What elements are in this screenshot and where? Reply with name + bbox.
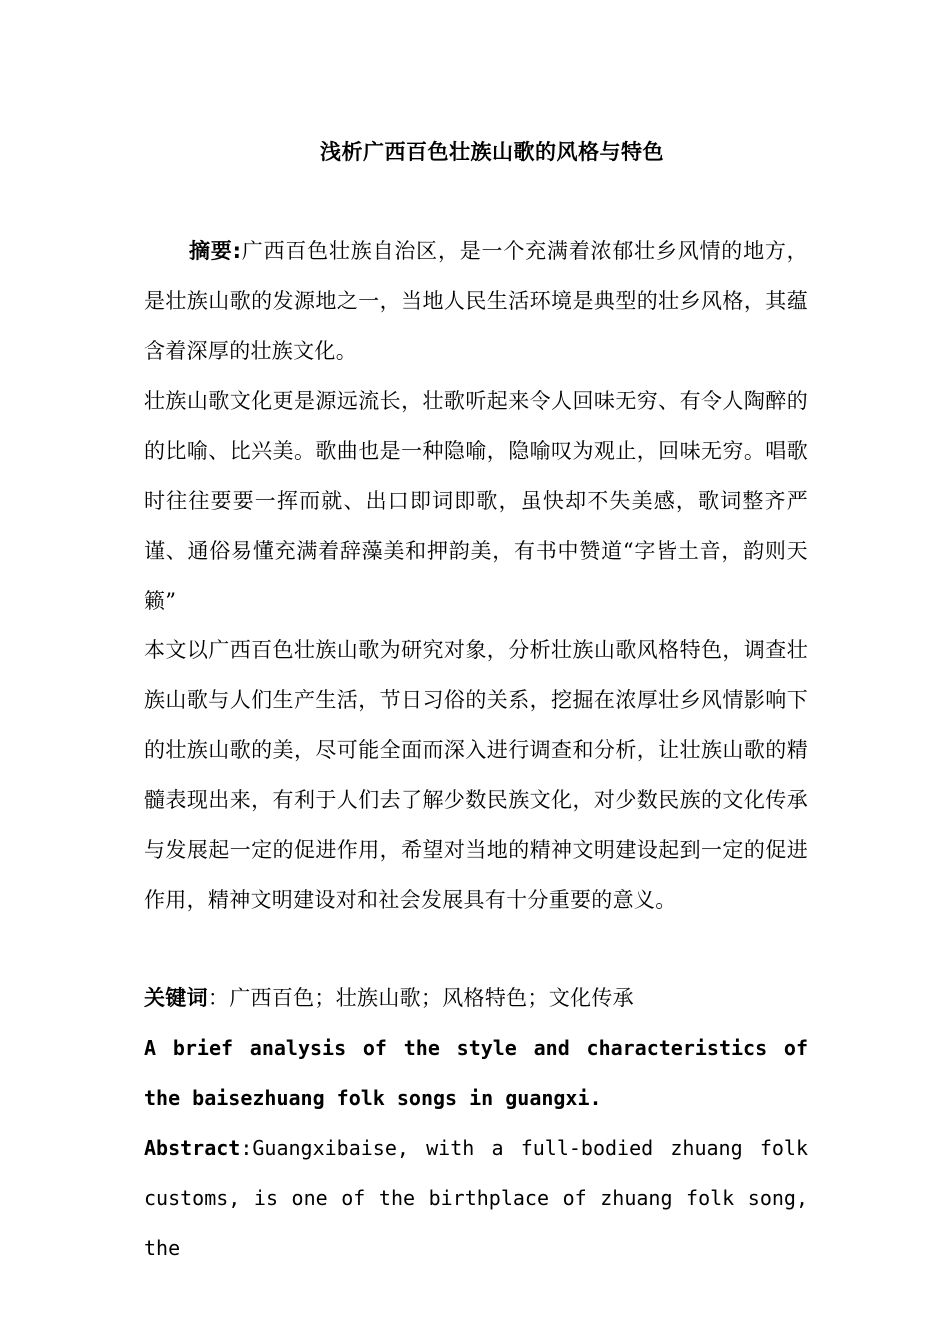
body-paragraph: 本文以广西百色壮族山歌为研究对象，分析壮族山歌风格特色，调查壮族山歌与人们生产生活，节日习俗的关系，挖掘在浓厚壮乡风情影响下的壮族山歌的美，尽可能全面而深入进行调查和分析，让壮族山歌的精髓表现出来，有利于人们去了解少数民族文化，对少数民族的文化传承与发展起一定的促进作用，希望对当地的精神文明建设起到一定的促进作用，精神文明建设对和社会发展具有十分重要的意义。 bbox=[144, 638, 808, 912]
abstract-cn-paragraph bbox=[144, 226, 808, 376]
document-title: 浅析广西百色壮族山歌的风格与特色 bbox=[320, 140, 664, 164]
abstract-en-paragraph bbox=[144, 1123, 808, 1273]
keywords-label: 关键词 bbox=[144, 986, 208, 1010]
keywords-text: 广西百色；壮族山歌；风格特色；文化传承 bbox=[229, 986, 634, 1010]
keywords-separator: ： bbox=[207, 986, 230, 1010]
abstract-en-text: Guangxibaise, with a full-bodied zhuang folk customs, is one of the birthplace of zhuang folk song, the bbox=[144, 1136, 808, 1260]
abstract-en-label: Abstract bbox=[144, 1136, 241, 1160]
abstract-cn-text: 广西百色壮族自治区，是一个充满着浓郁壮乡风情的地方，是壮族山歌的发源地之一，当地人民生活环境是典型的壮乡风格，其蕴含着深厚的壮族文化。 bbox=[144, 239, 808, 363]
abstract-cn-separator: : bbox=[232, 239, 242, 263]
abstract-cn-label: 摘要 bbox=[189, 239, 233, 263]
abstract-en-separator: : bbox=[240, 1136, 253, 1160]
keywords-line bbox=[144, 973, 808, 1023]
english-title: A brief analysis of the style and characteristics of the baisezhuang folk songs in guangxi. bbox=[144, 1036, 808, 1110]
body-paragraph: 壮族山歌文化更是源远流长，壮歌听起来令人回味无穷、有令人陶醉的的比喻、比兴美。歌曲也是一种隐喻，隐喻叹为观止，回味无穷。唱歌时往往要要一挥而就、出口即词即歌，虽快却不失美感，歌词整齐严谨、通俗易懂充满着辞藻美和押韵美，有书中赞道“字皆土音，韵则天籁” bbox=[144, 389, 808, 613]
